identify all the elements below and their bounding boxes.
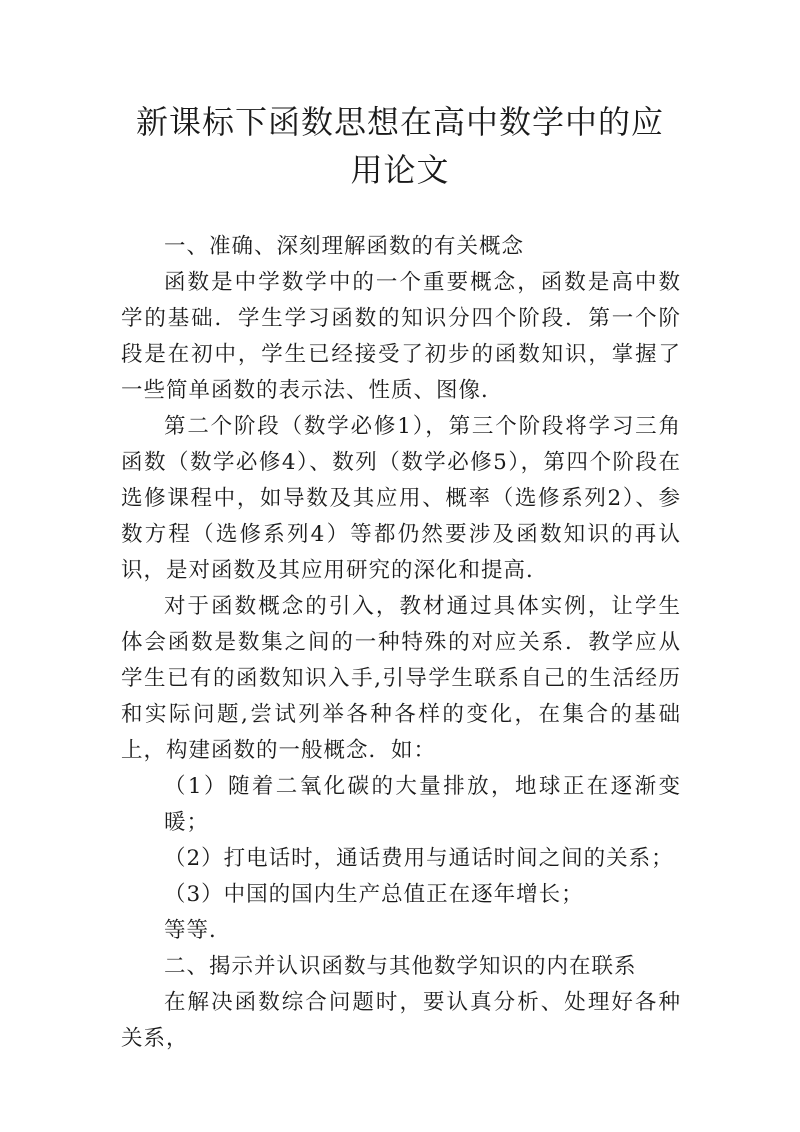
- section-heading-1: 一、准确、深刻理解函数的有关概念: [164, 234, 525, 259]
- document-title: 新课标下函数思想在高中数学中的应用论文: [135, 103, 664, 189]
- paragraph-2: 第二个阶段（数学必修1），第三个阶段将学习三角函数（数学必修4）、数列（数学必修5），第四个阶段在选修课程中，如导数及其应用、概率（选修系列2）、参数方程（选修系列4）等都仍然要涉及函数知识的再认识，是对函数及其应用研究的深化和提高．: [121, 414, 681, 583]
- paragraph-4: 在解决函数综合问题时，要认真分析、处理好各种关系，: [121, 990, 681, 1051]
- paragraph-3: 对于函数概念的引入，教材通过具体实例，让学生体会函数是数集之间的一种特殊的对应关系．教学应从学生已有的函数知识入手,引导学生联系自己的生活经历和实际问题,尝试列举各种各样的变化，在集合的基础上，构建函数的一般概念．如：: [121, 594, 681, 763]
- paragraph-1: 函数是中学数学中的一个重要概念，函数是高中数学的基础．学生学习函数的知识分四个阶段．第一个阶段是在初中，学生已经接受了初步的函数知识，掌握了一些简单函数的表示法、性质、图像．: [121, 270, 681, 403]
- example-item-1: （1）随着二氧化碳的大量排放，地球正在逐渐变暖；: [164, 774, 681, 835]
- section-heading-2: 二、揭示并认识函数与其他数学知识的内在联系: [164, 954, 637, 979]
- example-item-3: （3）中国的国内生产总值正在逐年增长；: [164, 882, 584, 907]
- example-item-2: （2）打电话时，通话费用与通话时间之间的关系；: [164, 846, 674, 871]
- etc-text: 等等．: [164, 918, 232, 943]
- document-body: [121, 229, 681, 1057]
